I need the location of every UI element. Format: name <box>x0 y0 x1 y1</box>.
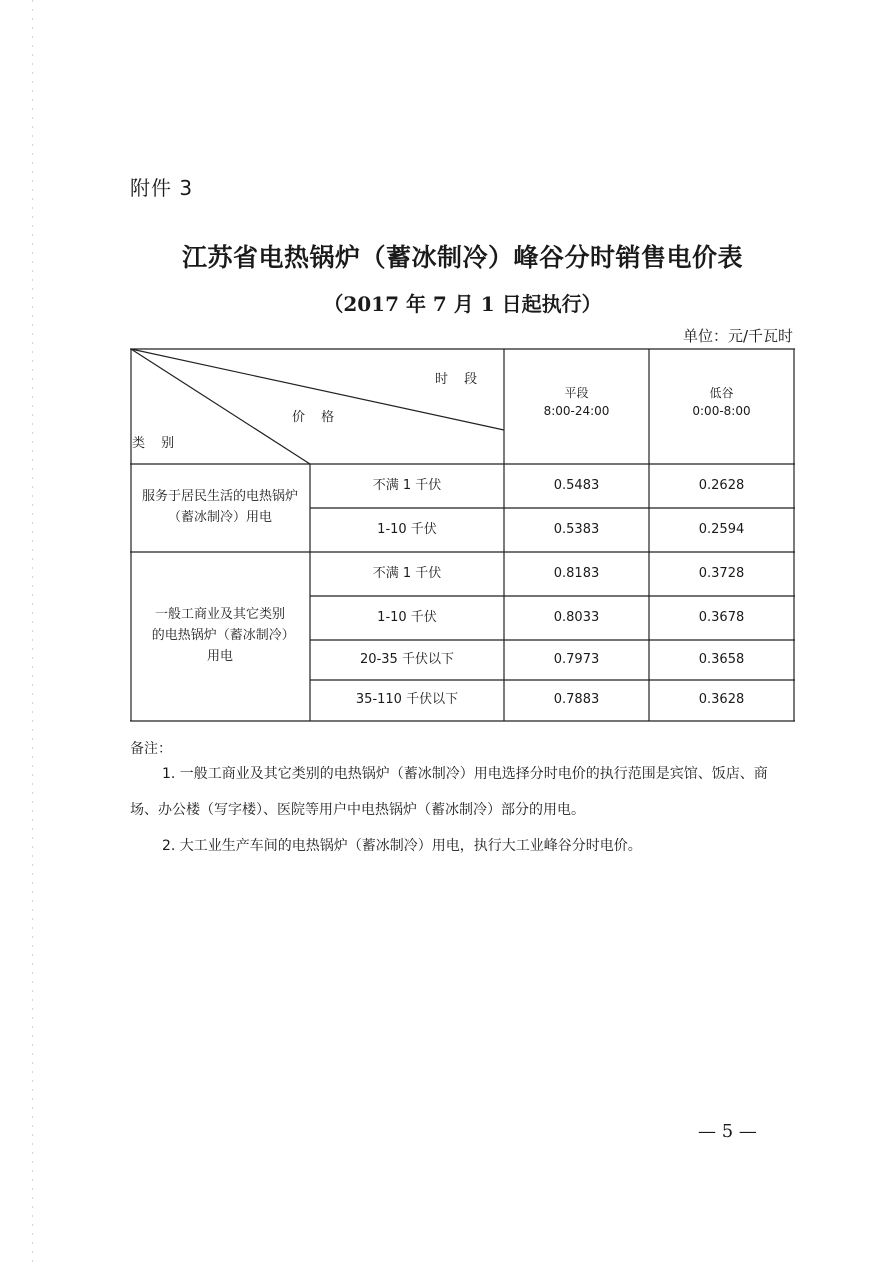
header-time-period-label: 时 段 <box>435 372 484 387</box>
note-item: 2. 大工业生产车间的电热锅炉（蓄冰制冷）用电，执行大工业峰谷分时电价。 <box>162 838 642 854</box>
price-table <box>130 348 795 722</box>
header-peak-hours: 8:00-24:00 <box>543 404 610 418</box>
category-residential: 服务于居民生活的电热锅炉（蓄冰制冷）用电 <box>141 489 298 525</box>
row-peak-price: 0.5483 <box>553 477 600 493</box>
unit-label: 单位：元/千瓦时 <box>682 327 793 345</box>
header-valley-hours: 0:00-8:00 <box>692 404 751 418</box>
row-voltage: 不满 1 千伏 <box>372 477 442 493</box>
header-valley-name: 低谷 <box>709 386 734 400</box>
header-peak-name: 平段 <box>564 386 589 400</box>
row-valley-price: 0.3658 <box>698 651 745 667</box>
scan-edge-specks <box>32 0 33 1263</box>
row-valley-price: 0.3728 <box>698 565 745 581</box>
row-valley-price: 0.3678 <box>698 609 745 625</box>
row-peak-price: 0.8033 <box>553 609 600 625</box>
row-valley-price: 0.3628 <box>698 692 745 708</box>
row-voltage: 20-35 千伏以下 <box>360 651 454 667</box>
row-voltage: 不满 1 千伏 <box>372 565 442 581</box>
row-voltage: 35-110 千伏以下 <box>355 692 459 708</box>
row-peak-price: 0.5383 <box>553 521 600 537</box>
row-valley-price: 0.2594 <box>698 521 745 537</box>
attachment-label: 附件 3 <box>130 176 194 200</box>
row-voltage: 1-10 千伏 <box>377 521 437 537</box>
document-subtitle: （2017 年 7 月 1 日起执行） <box>323 292 602 316</box>
header-valley <box>649 384 794 420</box>
category-commercial: 一般工商业及其它类别的电热锅炉（蓄冰制冷）用电 <box>151 607 289 664</box>
header-peak <box>504 384 649 420</box>
header-category-label: 类 别 <box>132 436 181 451</box>
row-peak-price: 0.7973 <box>553 651 600 667</box>
row-peak-price: 0.8183 <box>553 565 600 581</box>
note-item: 1. 一般工商业及其它类别的电热锅炉（蓄冰制冷）用电选择分时电价的执行范围是宾馆、饭店、商场、办公楼（写字楼）、医院等用户中电热锅炉（蓄冰制冷）部分的用电。 <box>130 766 768 818</box>
row-voltage: 1-10 千伏 <box>377 609 437 625</box>
row-peak-price: 0.7883 <box>553 692 600 708</box>
row-valley-price: 0.2628 <box>698 477 745 493</box>
document-title: 江苏省电热锅炉（蓄冰制冷）峰谷分时销售电价表 <box>181 243 743 272</box>
notes-heading: 备注： <box>130 741 172 757</box>
page-number: — 5 — <box>698 1121 757 1142</box>
header-price-label: 价 格 <box>292 410 341 425</box>
